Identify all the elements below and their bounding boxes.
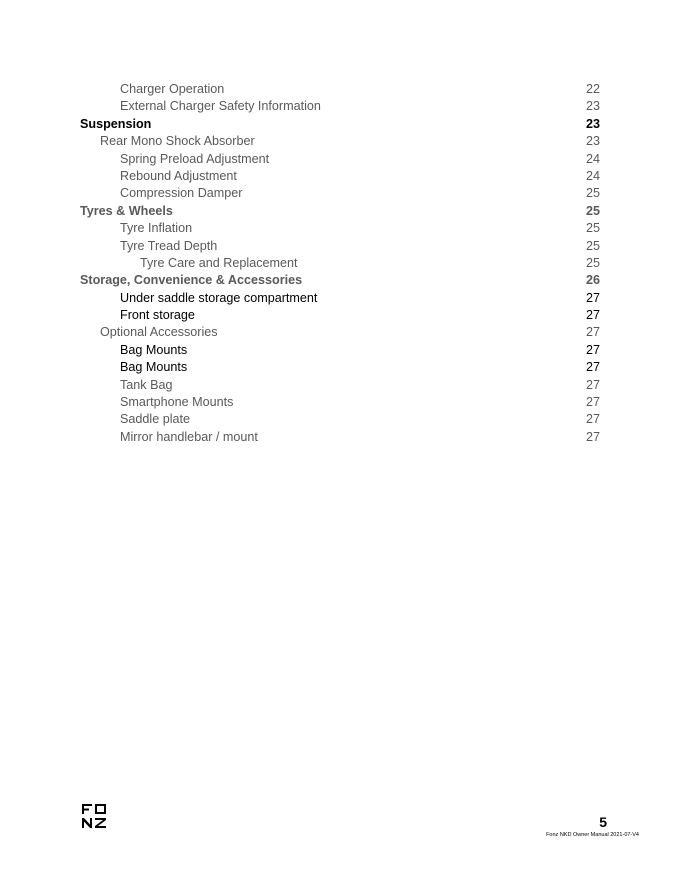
toc-entry[interactable] [80,238,600,255]
toc-entry[interactable] [80,168,600,185]
toc-entry[interactable] [80,429,600,446]
toc-entry-label: Front storage [120,308,195,323]
toc-entry[interactable] [80,394,600,411]
toc-entry[interactable] [80,81,600,98]
toc-entry-page: 27 [585,342,600,357]
toc-entry-label: Tyre Tread Depth [120,238,218,253]
toc-entry-label: Charger Operation [120,82,225,96]
toc-entry-page: 25 [585,186,600,201]
toc-entry[interactable] [80,290,600,307]
toc-entry-page: 25 [585,238,600,253]
toc-entry[interactable] [80,185,600,202]
toc-entry[interactable] [80,411,600,428]
toc-entry-label: Under saddle storage compartment [120,290,318,305]
toc-entry-page: 25 [585,255,600,270]
toc-entry-page: 24 [585,151,600,166]
toc-entry-page: 27 [585,325,600,340]
toc-entry-page: 23 [585,134,600,149]
toc-entry[interactable] [80,203,600,220]
toc-entry-label: Tyres & Wheels [80,203,173,218]
toc-entry[interactable] [80,133,600,150]
toc-entry-page: 26 [585,273,600,288]
toc-entry-label: Optional Accessories [100,325,218,340]
document-label: Fonz NKD Owner Manual 2021-07-V4 [546,832,639,838]
toc-entry-page: 24 [585,168,600,183]
table-of-contents [80,81,600,446]
toc-entry-label: Mirror handlebar / mount [120,429,258,444]
toc-entry-page: 22 [585,82,600,96]
toc-entry[interactable] [80,98,600,115]
toc-entry[interactable] [80,324,600,341]
toc-entry-page: 27 [585,360,600,375]
toc-entry-label: Bag Mounts [120,342,188,357]
toc-entry-page: 27 [585,290,600,305]
toc-entry-page: 23 [585,116,600,131]
toc-entry-label: Bag Mounts [120,360,188,375]
toc-entry-label: Saddle plate [120,412,191,427]
toc-entry[interactable] [80,359,600,376]
toc-entry-label: Compression Damper [120,186,243,201]
toc-entry-page: 25 [585,221,600,236]
toc-entry-label: Tyre Care and Replacement [140,255,298,270]
toc-entry-page: 27 [585,308,600,323]
toc-entry-page: 27 [585,429,600,444]
toc-entry-page: 27 [585,395,600,410]
toc-entry-label: Tyre Inflation [120,221,193,236]
toc-entry-page: 23 [585,99,600,114]
toc-entry-label: Rear Mono Shock Absorber [100,134,255,149]
toc-entry-label: Suspension [80,116,152,131]
toc-entry[interactable] [80,307,600,324]
toc-entry-page: 25 [585,203,600,218]
toc-entry[interactable] [80,342,600,359]
toc-entry-label: Smartphone Mounts [120,395,234,410]
page-number: 5 [599,814,607,830]
toc-entry-label: Rebound Adjustment [120,168,237,183]
toc-entry-label: Tank Bag [120,377,173,392]
toc-entry[interactable] [80,255,600,272]
toc-entry[interactable] [80,377,600,394]
toc-entry[interactable] [80,151,600,168]
toc-entry-label: Storage, Convenience & Accessories [80,273,303,288]
toc-entry-label: Spring Preload Adjustment [120,151,270,166]
toc-entry-label: External Charger Safety Information [120,99,321,114]
toc-entry[interactable] [80,220,600,237]
toc-entry-page: 27 [585,412,600,427]
toc-entry[interactable] [80,116,600,133]
toc-entry-page: 27 [585,377,600,392]
fonz-logo-icon [81,803,107,829]
toc-entry[interactable] [80,272,600,289]
